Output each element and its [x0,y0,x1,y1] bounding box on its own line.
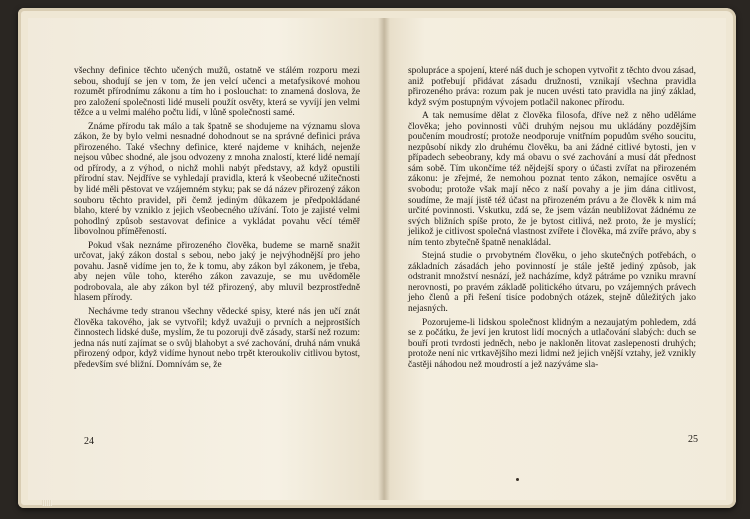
paragraph: Nechávme tedy stranou všechny vědecké spisy, které nás jen učí znát člověka takového, jak se vytvořil; když uvažuji o prvních a nejprostších činnostech lidské duše, myslím, že tu pozoruji dvě zásady, starší než rozum: jedna nás nutí zajímat se o svůj blahobyt a své zachování, druhá nám vnuká přirozený odpor, když vidíme hynout nebo trpět kteroukoliv citlivou bytost, především své bližní. Domnívám se, že [74,307,360,370]
ink-dot [516,478,519,481]
book-gutter [378,18,390,500]
paragraph: Pozorujeme-li lidskou společnost klidným a nezaujatým pohledem, zdá se z počátku, že jeví jen krutost lidí mocných a utlačování slabých: duch se bouří proti tvrdosti jedněch, nebo je nakloněn litovat zaslepenosti druhých; protože není nic vrtkavějšího mezi lidmi než jejich vnější vztahy, jež vznikly častěji náhodou než moudrostí a jež nazýváme sla- [408,317,696,370]
right-page [384,18,726,500]
paragraph: všechny definice těchto učených mužů, ostatně ve stálém rozporu mezi sebou, shodují se jen v tom, že jen velcí učenci a metafysikové mohou rozumět přírodnímu zákonu a tím ho i poslouchat: to znamená doslova, že pro založení společnosti lidé museli použít osvěty, která se vyvíjí jen velmi těžce a u velmi malého počtu lidí, v lůně společnosti samé. [74,66,360,119]
right-page-text [408,66,696,370]
paragraph: spolupráce a spojení, které náš duch je schopen vytvořit z těchto dvou zásad, aniž potřebují přidávat zásadu družnosti, vznikají všechna pravidla přirozeného práva: rozum pak je nucen uvésti tato pravidla na jiný základ, když svým postupným vývojem potlačil nakonec přírodu. [408,66,696,108]
open-book [18,8,736,508]
left-page-text [74,66,360,370]
paragraph: Stejná studie o prvobytném člověku, o jeho skutečných potřebách, o základních zásadách jeho povinností je stále ještě jediný způsob, jak odstranit množství nesnází, jež nacházíme, když pátráme po vzniku mravní nerovnosti, po pravém základě politického útvaru, po vzájemných právech jeho členů a při řešení tisíce podobných otázek, stejně důležitých jako nejasných. [408,251,696,315]
paragraph: Známe přírodu tak málo a tak špatně se shodujeme na významu slova zákon, že by bylo velmi nesnadné dohodnout se na správné definici práva přirozeného. Také všechny definice, které najdeme v knihách, nejenže nejsou vůbec shodné, ale jsou odvozeny z mnoha znalostí, které lidé nemají od přírody, a z výhod, o nichž mohli nabýt představy, až když opustili přírodní stav. Nejdříve se vyhledají pravidla, která k všeobecné užitečnosti by lidé měli pěstovat ve vzájemném styku; pak se dá název přirozený zákon souboru těchto pravidel, při čemž jediným důkazem je předpokládané blaho, které by vzniklo z jejich všeobecného užívání. Toto je zajisté velmi pohodlný způsob sestavovat definice a vykládat povahu věcí téměř libovolnou příměřeností. [74,121,360,238]
paragraph: A tak nemusíme dělat z člověka filosofa, dříve než z něho uděláme člověka; jeho povinnosti vůči druhým nejsou mu ukládány pozdějším poučením moudrostí; protože neodporuje vnitřním popudům svého soucitu, nezpůsobí nikdy zlo druhému člověku, ba ani žádné citlivé bytosti, jen v případech sebeobrany, kdy má obavu o své zachování a musí dát přednost sám sobě. Tím ukončíme též nějdejší spory o účasti zvířat na přirozeném zákonu: je zřejmé, že nemohou poznat tento zákon, nemajíce osvětu a svobodu; protože však mají něco z naší povahy a je jim dána citlivost, soudíme, že mají jistě též účast na přirozeném právu a že člověk k nim má určité povinnosti. Vskutku, zdá se, že jsem vázán neubližovat žádnému ze svých bližních spíše proto, že je bytost citlivá, než proto, že je myslící; jelikož je citlivost společná vlastnost zvířete i člověka, má zvíře právo, aby s ním tento zbytečně špatně nenakládal. [408,111,696,248]
paragraph: Pokud však neznáme přirozeného člověka, budeme se marně snažit určovat, jaký zákon dostal s sebou, nebo jaký je nejvýhodnější pro jeho povahu. Jasně vidíme jen to, že k tomu, aby zákon byl zákonem, je třeba, aby nejen vůle toho, kterého zákon zavazuje, se mu uvědoměle podrobovala, ale aby zákon byl též přirozený, aby mluvil bezprostředně hlasem přírody. [74,240,360,304]
page-number-left: 24 [84,436,94,447]
left-page [28,18,384,500]
page-number-right: 25 [688,434,698,445]
